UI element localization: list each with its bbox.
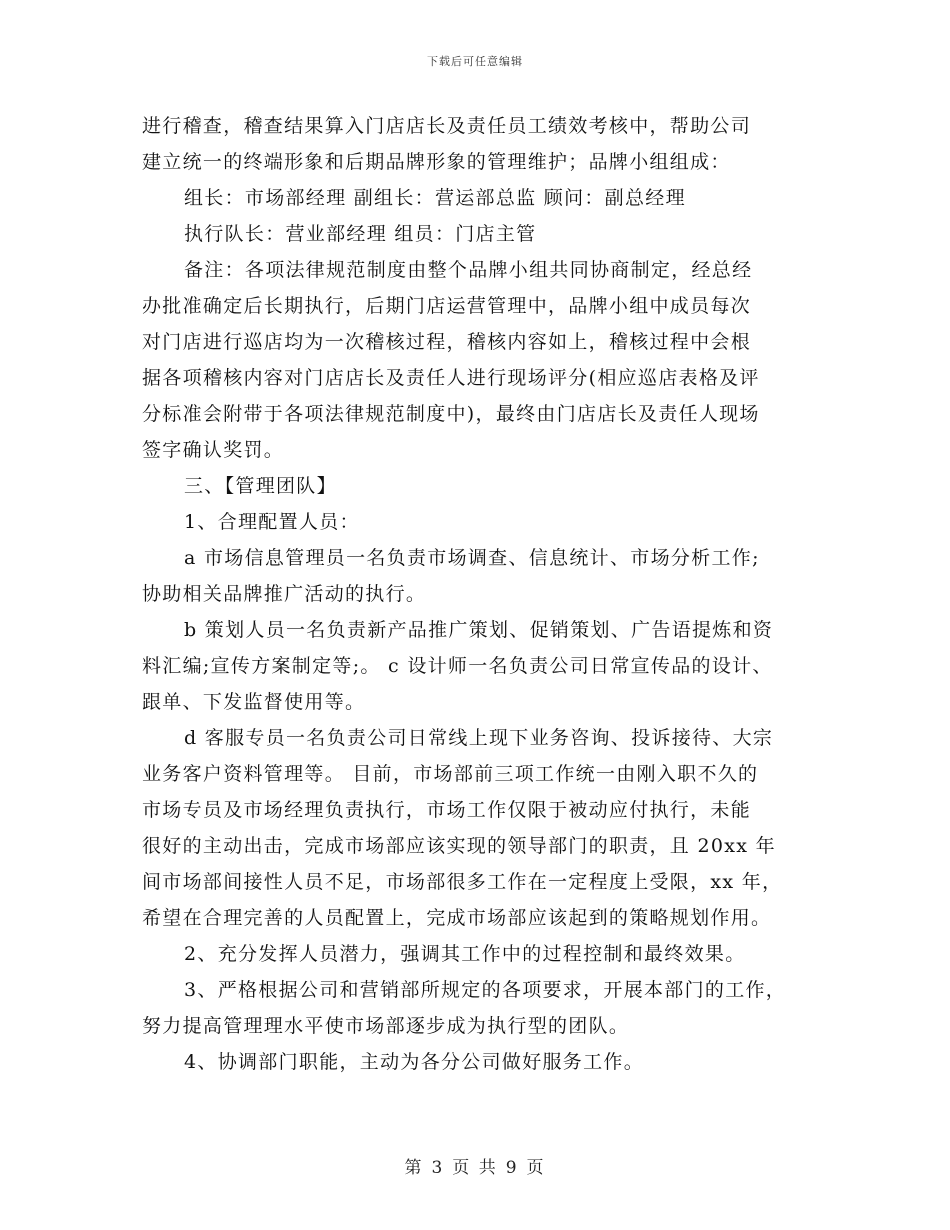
text-line: 市场专员及市场经理负责执行，市场工作仅限于被动应付执行，未能: [142, 799, 752, 821]
text-line: 据各项稽核内容对门店店长及责任人进行现场评分(相应巡店表格及评: [142, 367, 760, 389]
footer-middle: 页 共: [452, 1158, 498, 1178]
text-line: 跟单、下发监督使用等。: [142, 691, 366, 713]
text-line: 努力提高管理理水平使市场部逐步成为执行型的团队。: [142, 1015, 630, 1037]
footer-prefix: 第: [404, 1158, 424, 1178]
text-line: 1、合理配置人员：: [184, 511, 360, 533]
text-line: 3、严格根据公司和营销部所规定的各项要求，开展本部门的工作，: [184, 979, 787, 1001]
page-number-footer: [0, 1153, 950, 1178]
text-line: 建立统一的终端形象和后期品牌形象的管理维护；品牌小组组成：: [142, 151, 731, 173]
text-line: 三、【管理团队】: [184, 475, 337, 497]
text-line: 间市场部间接性人员不足，市场部很多工作在一定程度上受限，xx 年，: [142, 871, 783, 893]
text-line: d 客服专员一名负责公司日常线上现下业务咨询、投诉接待、大宗: [184, 727, 774, 749]
header-note: 下载后可任意编辑: [427, 55, 523, 68]
footer-suffix: 页: [526, 1158, 546, 1178]
text-line: 料汇编;宣传方案制定等;。 c 设计师一名负责公司日常宣传品的设计、: [142, 655, 773, 677]
text-line: b 策划人员一名负责新产品推广策划、促销策划、广告语提炼和资: [184, 619, 774, 641]
text-line: 4、协调部门职能，主动为各分公司做好服务工作。: [184, 1051, 644, 1073]
footer-current-page: 3: [431, 1158, 445, 1178]
text-line: a 市场信息管理员一名负责市场调查、信息统计、市场分析工作;: [184, 547, 760, 569]
text-line: 很好的主动出击，完成市场部应该实现的领导部门的职责，且 20xx 年: [142, 835, 776, 857]
text-line: 业务客户资料管理等。 目前，市场部前三项工作统一由刚入职不久的: [142, 763, 759, 785]
text-line: 组长：市场部经理 副组长：营运部总监 顾问：副总经理: [184, 187, 686, 209]
text-line: 备注：各项法律规范制度由整个品牌小组共同协商制定，经总经: [184, 259, 753, 281]
text-line: 办批准确定后长期执行，后期门店运营管理中，品牌小组中成员每次: [142, 295, 752, 317]
text-line: 希望在合理完善的人员配置上，完成市场部应该起到的策略规划作用。: [142, 907, 772, 929]
footer-total-pages: 9: [505, 1158, 519, 1178]
text-line: 进行稽查，稽查结果算入门店店长及责任员工绩效考核中，帮助公司: [142, 115, 752, 137]
text-line: 分标准会附带于各项法律规范制度中)，最终由门店店长及责任人现场: [142, 403, 760, 425]
text-line: 签字确认奖罚。: [142, 439, 285, 461]
text-line: 对门店进行巡店均为一次稽核过程，稽核内容如上，稽核过程中会根: [142, 331, 752, 353]
text-line: 执行队长：营业部经理 组员：门店主管: [184, 223, 537, 245]
text-line: 协助相关品牌推广活动的执行。: [142, 583, 427, 605]
text-line: 2、充分发挥人员潜力，强调其工作中的过程控制和最终效果。: [184, 943, 746, 965]
body-text: [142, 108, 822, 1080]
